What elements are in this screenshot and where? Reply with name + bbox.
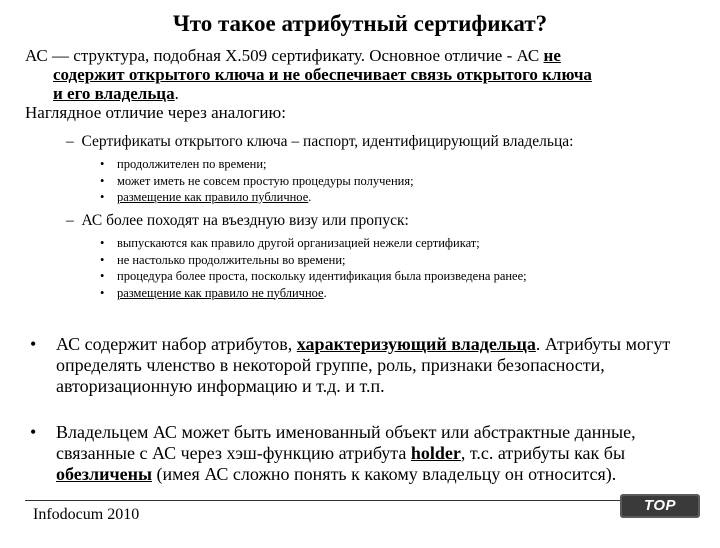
bullet-icon: • xyxy=(100,236,105,250)
logo-text: TOP CROSS xyxy=(632,497,688,542)
bullet-icon: • xyxy=(100,252,105,267)
intro-line-4: Наглядное отличие через аналогию: xyxy=(25,103,286,122)
footer-text: Infodocum 2010 xyxy=(33,506,140,523)
intro-line-1: АС — структура, подобная X.509 сертификату. Основное отличие - АС не xyxy=(25,46,561,65)
list-item: • не настолько продолжительны во времени; xyxy=(100,252,346,267)
list-item: • выпускаются как правило другой организацией нежели сертификат; xyxy=(100,236,480,250)
passport-list xyxy=(100,156,414,206)
bullet-icon: • xyxy=(30,422,37,442)
list-item: • процедура более проста, поскольку идентификация была произведена ранее; xyxy=(100,269,527,283)
visa-heading: – АС более походят на въездную визу или пропуск: xyxy=(66,212,409,229)
list-item: • размещение как правило не публичное. xyxy=(100,285,327,300)
intro-line-2: содержит открытого ключа и не обеспечивает связь открытого ключа xyxy=(53,65,592,84)
bullet-icon: • xyxy=(100,269,105,283)
list-item: • может иметь не совсем простую процедуры получения; xyxy=(100,173,414,188)
bullet-icon: • xyxy=(100,190,105,204)
underlined-text: не xyxy=(543,46,561,65)
bullet-icon: • xyxy=(100,173,105,188)
intro-paragraph xyxy=(25,46,705,122)
passport-heading: – Сертификаты открытого ключа – паспорт, идентифицирующий владельца: xyxy=(66,133,574,150)
visa-list xyxy=(100,235,527,301)
bullet-icon: • xyxy=(100,157,105,171)
bullet-icon: • xyxy=(30,334,37,354)
slide-title: Что такое атрибутный сертификат? xyxy=(172,11,548,36)
list-item: • размещение как правило публичное. xyxy=(100,190,312,204)
bullet-icon: • xyxy=(100,285,105,300)
intro-line-3: и его владельца. xyxy=(53,84,179,103)
list-item: • продолжителен по времени; xyxy=(100,157,267,171)
holder-paragraph: • Владельцем АС может быть именованный объект или абстрактные данные, связанные с АС через хэш-функцию атрибута holder, т.с. атрибуты как бы обезличены (имея АС сложно понять к какому владельцу он относится). xyxy=(30,422,636,484)
footer-divider xyxy=(25,500,625,501)
attributes-paragraph: • АС содержит набор атрибутов, характеризующий владельца. Атрибуты могут определять членство в некоторой группе, роль, признаки безопасности, авторизационную информацию и т.д. и т.п. xyxy=(30,334,671,396)
